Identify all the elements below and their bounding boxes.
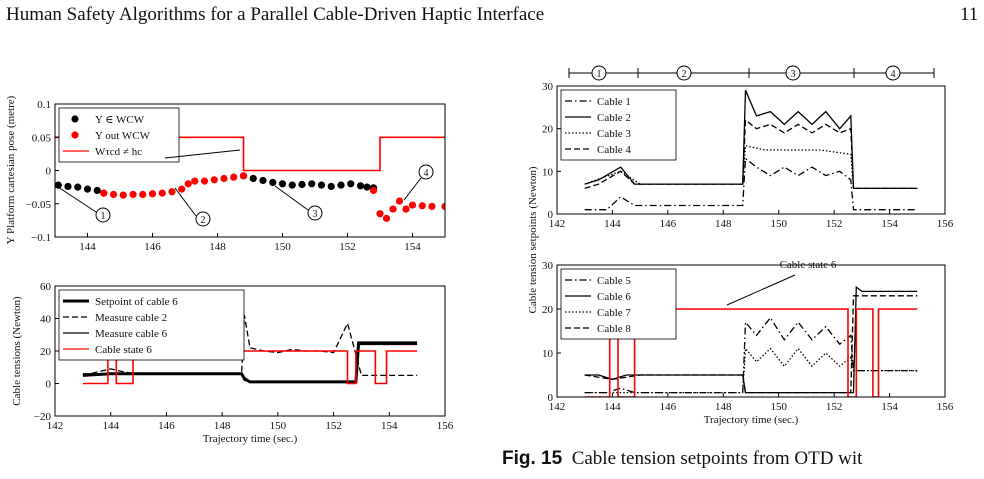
data-point bbox=[178, 186, 185, 193]
data-point bbox=[259, 177, 266, 184]
data-point bbox=[64, 183, 71, 190]
data-point bbox=[159, 190, 166, 197]
data-point bbox=[279, 180, 286, 187]
data-point bbox=[250, 175, 257, 182]
x-tick-label: 150 bbox=[770, 401, 787, 413]
legend-label: Cable 1 bbox=[597, 96, 631, 108]
x-tick-label: 144 bbox=[604, 401, 621, 413]
y-tick-label: 0.1 bbox=[37, 99, 51, 111]
x-tick-label: 154 bbox=[404, 241, 421, 253]
data-point bbox=[220, 175, 227, 182]
data-point bbox=[298, 181, 305, 188]
legend-label: Y ∈ WCW bbox=[95, 114, 145, 126]
legend-label: Cable 8 bbox=[597, 323, 631, 335]
x-tick-label: 156 bbox=[936, 218, 954, 230]
legend-swatch bbox=[71, 115, 78, 122]
data-point bbox=[139, 191, 146, 198]
chart-left-bottom bbox=[34, 281, 454, 445]
x-tick-label: 146 bbox=[144, 241, 161, 253]
x-tick-label: 152 bbox=[825, 218, 843, 230]
data-point bbox=[389, 205, 396, 212]
x-tick-label: 142 bbox=[548, 401, 566, 413]
y-axis-label: Cable tensions (Newton) bbox=[11, 296, 23, 406]
annotation-arrow bbox=[727, 275, 795, 305]
x-tick-label: 150 bbox=[269, 420, 287, 432]
legend-label: Cable 5 bbox=[597, 275, 631, 287]
x-axis-label: Trajectory time (sec.) bbox=[202, 433, 298, 445]
annotation-leader bbox=[275, 186, 308, 210]
x-tick-label: 148 bbox=[715, 218, 732, 230]
data-point bbox=[308, 180, 315, 187]
y-tick-label: 0 bbox=[547, 392, 553, 404]
data-point bbox=[370, 187, 377, 194]
x-tick-label: 148 bbox=[209, 241, 226, 253]
x-tick-label: 144 bbox=[79, 241, 96, 253]
y-tick-label: 0 bbox=[45, 165, 51, 178]
x-tick-label: 150 bbox=[274, 241, 291, 253]
x-tick-label: 146 bbox=[158, 420, 175, 432]
annotation-label: 1 bbox=[100, 211, 106, 222]
x-tick-label: 154 bbox=[381, 420, 398, 432]
x-tick-label: 150 bbox=[770, 218, 787, 230]
phase-label: 2 bbox=[681, 69, 687, 80]
y-tick-label: 20 bbox=[542, 304, 553, 316]
data-point bbox=[120, 192, 127, 199]
data-point bbox=[185, 180, 192, 187]
data-point bbox=[396, 197, 403, 204]
data-point bbox=[363, 184, 370, 191]
annotation-leader bbox=[175, 188, 196, 216]
data-point bbox=[337, 182, 344, 189]
x-tick-label: 152 bbox=[825, 401, 843, 413]
data-point bbox=[110, 191, 117, 198]
legend-label: Y out WCW bbox=[95, 130, 150, 142]
legend-label: Measure cable 6 bbox=[95, 328, 168, 340]
caption-text: Cable tension setpoints from OTD wit bbox=[571, 448, 863, 469]
legend-swatch bbox=[71, 131, 78, 138]
y-tick-label: 10 bbox=[542, 348, 553, 360]
data-point bbox=[100, 190, 107, 197]
x-tick-label: 148 bbox=[213, 420, 231, 432]
data-point bbox=[201, 178, 208, 185]
chart-right-top bbox=[542, 81, 954, 230]
y-tick-label: 0 bbox=[45, 378, 51, 391]
x-tick-label: 154 bbox=[881, 401, 898, 413]
legend-label: Cable state 6 bbox=[95, 344, 152, 356]
data-point bbox=[94, 187, 101, 194]
y-tick-label: 20 bbox=[542, 123, 553, 136]
y-tick-label: 30 bbox=[542, 81, 553, 93]
data-point bbox=[318, 182, 325, 189]
y-tick-label: 0.05 bbox=[31, 132, 51, 145]
data-point bbox=[230, 174, 237, 181]
y-tick-label: −20 bbox=[33, 411, 51, 423]
chart-left-top bbox=[26, 99, 449, 253]
data-point bbox=[328, 183, 335, 190]
legend-label: Cable 4 bbox=[597, 144, 631, 156]
data-point bbox=[240, 172, 247, 179]
legend-label: Wτcd ≠ hc bbox=[95, 146, 143, 158]
x-tick-label: 156 bbox=[436, 420, 454, 432]
chart-annotation: Cable state 6 bbox=[779, 259, 837, 271]
data-point bbox=[376, 210, 383, 217]
y-axis-label: Cable tension setpoints (Newton) bbox=[527, 166, 539, 314]
data-point bbox=[383, 215, 390, 222]
data-point bbox=[419, 202, 426, 209]
x-tick-label: 152 bbox=[325, 420, 342, 432]
y-tick-label: 60 bbox=[40, 281, 51, 293]
legend-label: Setpoint of cable 6 bbox=[95, 296, 178, 308]
x-tick-label: 144 bbox=[604, 218, 621, 230]
running-header: Human Safety Algorithms for a Parallel Cable-Driven Haptic Interface bbox=[6, 4, 545, 25]
x-tick-label: 156 bbox=[936, 401, 954, 413]
x-tick-label: 146 bbox=[659, 218, 677, 230]
y-tick-label: −0.05 bbox=[25, 198, 51, 211]
data-point bbox=[402, 205, 409, 212]
x-tick-label: 154 bbox=[881, 218, 898, 230]
annotation-leader bbox=[404, 178, 421, 200]
annotation-label: 4 bbox=[423, 168, 429, 179]
data-point bbox=[149, 190, 156, 197]
y-axis-label: Y Platform cartesian pose (metre) bbox=[5, 95, 17, 245]
y-tick-label: 20 bbox=[40, 346, 51, 358]
legend-label: Measure cable 2 bbox=[95, 312, 168, 324]
y-tick-label: −0.1 bbox=[31, 232, 51, 244]
legend-label: Cable 3 bbox=[597, 128, 631, 140]
annotation-label: 2 bbox=[200, 215, 206, 226]
data-point bbox=[357, 182, 364, 189]
data-point bbox=[347, 180, 354, 187]
page-number: 11 bbox=[960, 4, 979, 25]
x-tick-label: 144 bbox=[102, 420, 119, 432]
phase-label: 3 bbox=[790, 69, 796, 80]
x-tick-label: 152 bbox=[339, 241, 356, 253]
data-point bbox=[74, 184, 81, 191]
x-tick-label: 146 bbox=[659, 401, 677, 413]
phase-label: 4 bbox=[890, 69, 896, 80]
y-tick-label: 0 bbox=[547, 209, 553, 221]
y-tick-label: 40 bbox=[40, 313, 51, 326]
data-point bbox=[191, 178, 198, 185]
y-tick-label: 30 bbox=[542, 260, 553, 272]
legend-label: Cable 6 bbox=[597, 291, 631, 303]
data-point bbox=[289, 182, 296, 189]
data-point bbox=[409, 201, 416, 208]
caption-label: Fig. 15 bbox=[502, 448, 563, 469]
phase-label: 1 bbox=[596, 69, 602, 80]
x-tick-label: 142 bbox=[548, 218, 566, 230]
x-axis-label: Trajectory time (sec.) bbox=[703, 414, 799, 426]
x-tick-label: 142 bbox=[46, 420, 64, 432]
data-point bbox=[211, 176, 218, 183]
x-tick-label: 148 bbox=[715, 401, 732, 413]
annotation-label: 3 bbox=[312, 209, 318, 220]
data-point bbox=[428, 203, 435, 210]
data-point bbox=[84, 186, 91, 193]
legend-label: Cable 2 bbox=[597, 112, 631, 124]
chart-right-bottom bbox=[542, 260, 954, 426]
data-point bbox=[269, 179, 276, 186]
data-point bbox=[168, 188, 175, 195]
data-point bbox=[129, 191, 136, 198]
y-tick-label: 10 bbox=[542, 166, 553, 179]
legend-label: Cable 7 bbox=[597, 307, 631, 319]
